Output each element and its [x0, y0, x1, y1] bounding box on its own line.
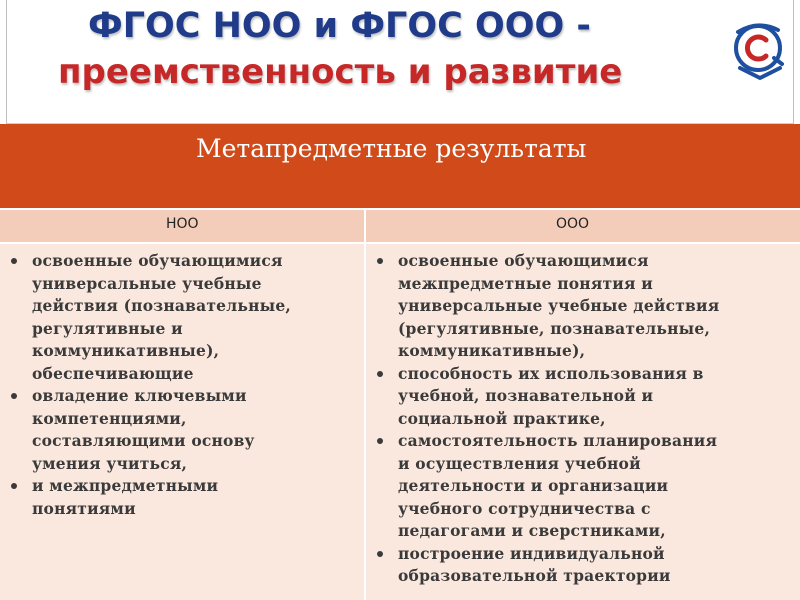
list-item-line: способность их использования в: [398, 363, 704, 383]
bullet-icon: [11, 483, 17, 489]
list-item: [374, 430, 794, 543]
list-item-line: умения учиться,: [32, 453, 188, 473]
column-header-ooo: ООО: [556, 216, 590, 232]
list-item-line: деятельности и организации: [398, 476, 669, 495]
list-item-line: действия (познавательные,: [32, 296, 292, 315]
cell-ooo: [374, 250, 794, 588]
list-item: [8, 385, 360, 475]
list-item: [374, 363, 794, 431]
list-item-line: учебного сотрудничества с: [398, 498, 651, 518]
title-line-2: преемственность и развитие: [58, 52, 623, 92]
list-item-line: составляющими основу: [32, 431, 255, 450]
list-item-line: и осуществления учебной: [398, 453, 641, 473]
bullet-icon: [377, 438, 383, 444]
list-item-line: понятиями: [32, 498, 136, 518]
list-item-line: социальной практике,: [398, 408, 606, 428]
list-item-line: учебной, познавательной и: [398, 386, 654, 405]
table-header: [0, 124, 800, 208]
list-item: [374, 543, 794, 588]
list-item: [8, 250, 360, 385]
list-item-line: коммуникативные),: [32, 341, 220, 360]
results-table: [0, 124, 800, 600]
title-line-1: ФГОС НОО и ФГОС ООО -: [88, 6, 591, 46]
table-header-title: Метапредметные результаты: [196, 134, 587, 163]
title-area: [0, 0, 800, 124]
list-item-line: регулятивные и: [32, 318, 183, 338]
column-divider: [364, 208, 366, 600]
bullet-icon: [11, 258, 17, 264]
list-item: [8, 475, 360, 520]
bullet-icon: [11, 393, 17, 399]
list-item-line: обеспечивающие: [32, 363, 194, 383]
cell-noo: [8, 250, 360, 520]
noo-list: [8, 250, 360, 520]
list-item-line: и межпредметными: [32, 476, 219, 495]
list-item: [374, 250, 794, 363]
list-item-line: овладение ключевыми: [32, 386, 247, 405]
bullet-icon: [377, 258, 383, 264]
list-item-line: самостоятельность планирования: [398, 431, 718, 450]
column-header-row: [0, 208, 800, 242]
list-item-line: (регулятивные, познавательные,: [398, 318, 711, 338]
list-item-line: образовательной траектории: [398, 566, 671, 585]
list-item-line: построение индивидуальной: [398, 543, 665, 563]
list-item-line: освоенные обучающимися: [32, 251, 283, 270]
column-header-noo: НОО: [166, 216, 199, 232]
list-item-line: коммуникативные),: [398, 341, 586, 360]
list-item-line: универсальные учебные: [32, 273, 262, 293]
ooo-list: [374, 250, 794, 588]
copyright-logo-icon: [730, 18, 790, 82]
bullet-icon: [377, 551, 383, 557]
list-item-line: компетенциями,: [32, 408, 187, 428]
list-item-line: универсальные учебные действия: [398, 296, 720, 315]
list-item-line: педагогами и сверстниками,: [398, 521, 666, 540]
list-item-line: межпредметные понятия и: [398, 273, 653, 293]
bullet-icon: [377, 371, 383, 377]
table-body-row: [0, 242, 800, 600]
list-item-line: освоенные обучающимися: [398, 251, 649, 270]
